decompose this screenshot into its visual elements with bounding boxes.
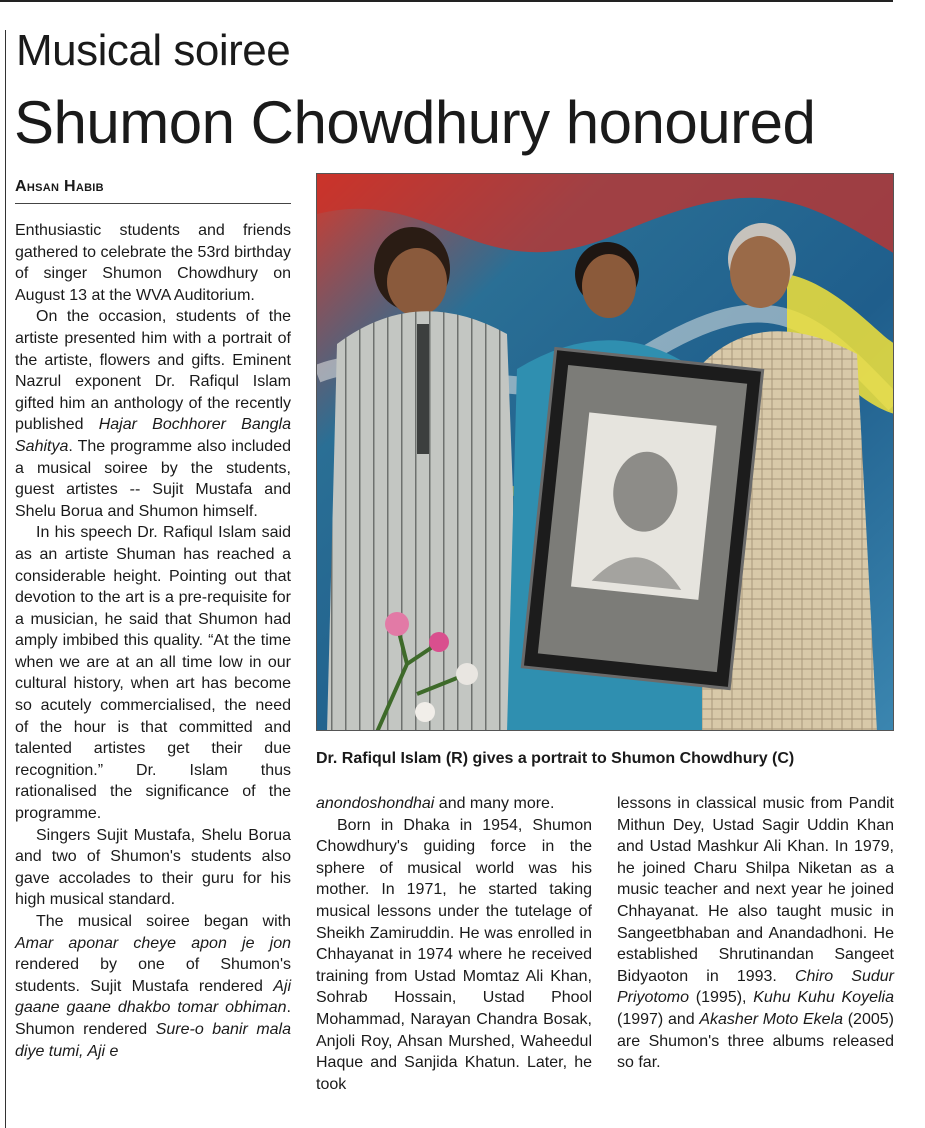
paragraph-1: Enthusiastic students and friends gathered to celebrate the 53rd birthday of singer Shumon Chowdhury on August 13 at the WVA Auditorium.	[15, 222, 291, 304]
album-title-2: Kuhu Kuhu Koyelia	[753, 989, 894, 1007]
text-column-3	[617, 793, 894, 1074]
paragraph-4: Singers Sujit Mustafa, Shelu Borua and two of Shumon's students also gave accolades to their guru for his high musical standard.	[15, 826, 291, 909]
album-title-1: Chiro Sudur Priyotomo	[617, 967, 894, 1007]
paragraph-2-text: On the occasion, students of the artiste presented him with a portrait of the artiste, flowers and gifts. Eminent Nazrul exponent Dr. Rafiqul Islam gifted him an anthology of the recently published	[15, 308, 291, 434]
album-year-3: (2005) are Shumon's three albums released so far.	[617, 1010, 894, 1072]
song-title-3-end: anondoshondhai	[316, 795, 435, 812]
byline-rule	[15, 203, 291, 204]
article-kicker: Musical soiree	[16, 26, 291, 75]
paragraph-5-continued	[316, 793, 592, 815]
book-title: Hajar Bochhorer Bangla Sahitya	[15, 416, 292, 455]
article-byline: Ahsan Habib	[15, 178, 104, 195]
paragraph-5-text-mid-2: . Shumon rendered	[15, 999, 291, 1038]
framed-portrait	[522, 349, 762, 689]
paragraph-6-text: lessons in classical music from Pandit Mithun Dey, Ustad Sagir Uddin Khan and Ustad Mashkur Ali Khan. In 1979, he joined Charu Shilpa Niketan as a music teacher and next year he joined Chhayanat. He also taught music in Sangeetbhaban and Anandadhoni. He established Shrutinandan Sangeet Bidyaoton in 1993.	[617, 795, 894, 985]
paragraph-5-text-mid: rendered by one of Shumon's students. Sujit Mustafa rendered	[15, 956, 291, 995]
paragraph-5	[15, 911, 291, 1062]
paragraph-5-text: The musical soiree began with	[36, 913, 291, 930]
top-rule	[0, 0, 893, 2]
text-column-1	[15, 220, 291, 1062]
song-title-2: Aji gaane gaane dhakbo tomar obhiman	[15, 977, 291, 1017]
album-year-2: (1997) and	[617, 1010, 700, 1028]
paragraph-5-text-end: and many more.	[434, 795, 555, 812]
photo-caption: Dr. Rafiqul Islam (R) gives a portrait to Shumon Chowdhury (C)	[316, 750, 795, 767]
article-headline: Shumon Chowdhury honoured	[14, 89, 816, 156]
column-rule	[5, 30, 6, 1128]
album-year-1: (1995),	[689, 989, 754, 1007]
photo-illustration	[317, 174, 894, 731]
article-photo	[316, 173, 894, 731]
paragraph-2	[15, 306, 291, 522]
song-title-3: Sure-o banir mala diye tumi, Aji e	[15, 1020, 292, 1060]
paragraph-6: Born in Dhaka in 1954, Shumon Chowdhury's guiding force in the sphere of musical world was his mother. In 1971, he started taking musical lessons under the tutelage of Sheikh Zamiruddin. He was enrolled in Chhayanat in 1974 where he received training from Ustad Momtaz Ali Khan, Sohrab Hossain, Ustad Phool Mohammad, Narayan Chandra Bosak, Anjoli Roy, Ahsan Murshed, Waheedul Haque and Sanjida Khatun. Later, he took	[316, 816, 592, 1093]
paragraph-2-text-end: . The programme also included a musical soiree by the students, guest artistes -- Sujit Mustafa and Shelu Borua and Shumon himself.	[15, 437, 291, 520]
song-title-1: Amar aponar cheye apon je jon	[15, 934, 291, 952]
paragraph-6-continued	[617, 793, 894, 1074]
paragraph-3: In his speech Dr. Rafiqul Islam said as an artiste Shuman has reached a considerable height. Pointing out that devotion to the art is a pre-requisite for a musician, he said that Shumon had amply imbibed this quality. “At the time when we are at an all time low in our cultural history, when art has become so acutely commercialised, the need of the hour is that committed and talented artistes get their due recognition.” Dr. Islam thus rationalised the significance of the programme.	[15, 524, 291, 823]
text-column-2	[316, 793, 592, 1095]
album-title-3: Akasher Moto Ekela	[699, 1010, 844, 1028]
